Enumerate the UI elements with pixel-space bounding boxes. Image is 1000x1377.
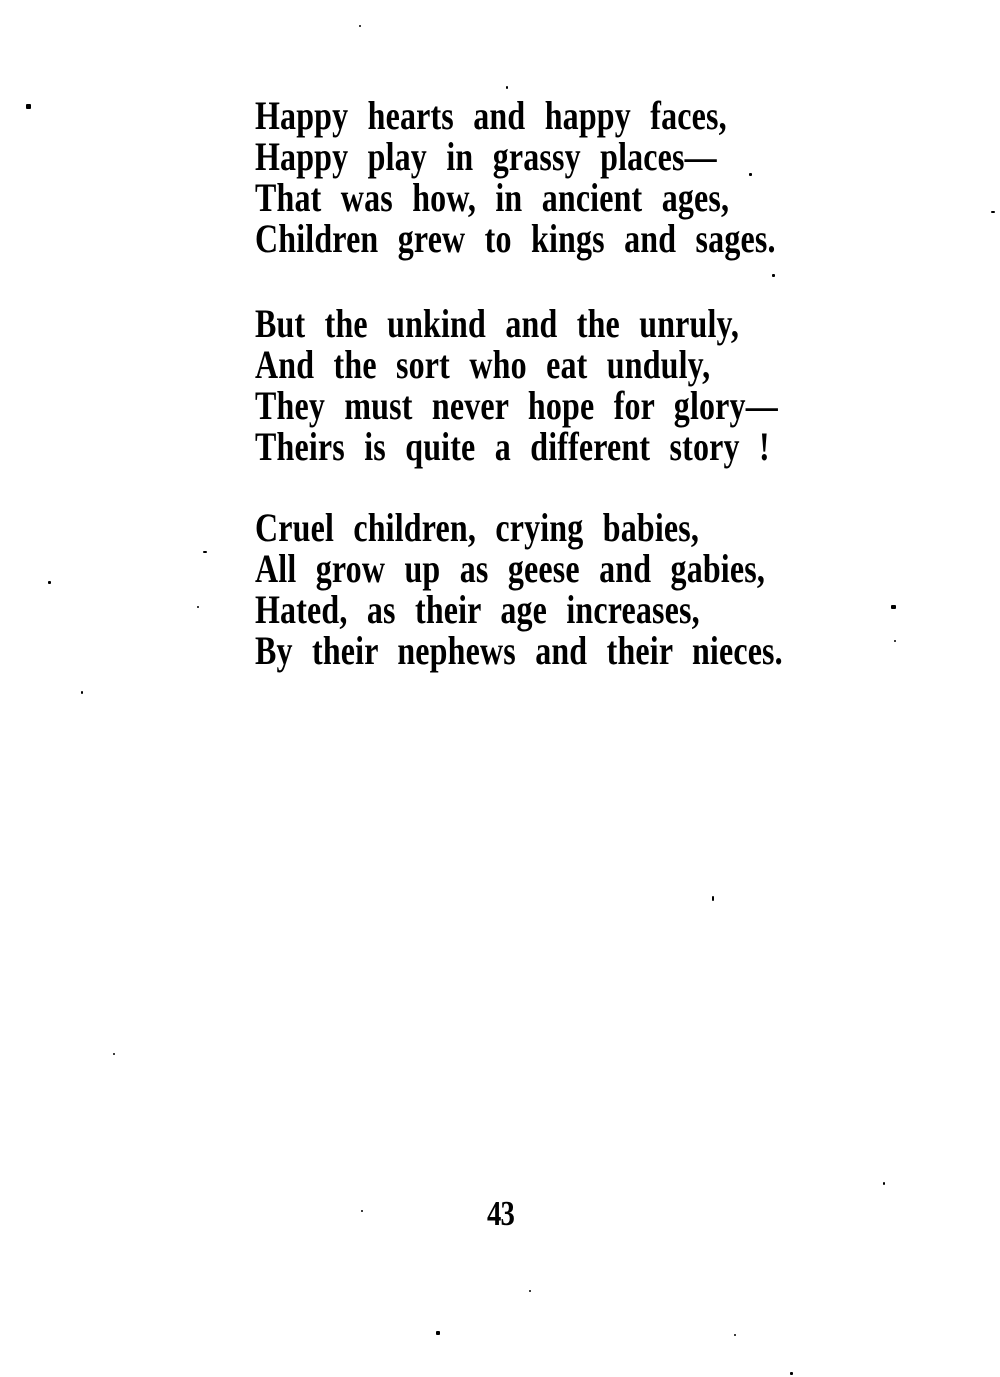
poem-stanza-1 <box>255 95 776 259</box>
page-number: 43 <box>487 1194 515 1233</box>
ink-speck <box>436 1331 440 1335</box>
ink-speck <box>48 581 51 584</box>
ink-speck <box>26 104 31 109</box>
ink-speck <box>712 896 714 901</box>
poem-line: By their nephews and their nieces. <box>255 628 783 673</box>
poem-line: Happy play in grassy places— <box>255 134 717 179</box>
poem-line: Happy hearts and happy faces, <box>255 93 727 138</box>
ink-speck <box>734 1334 736 1336</box>
poem-stanza-2 <box>255 303 778 467</box>
ink-speck <box>772 274 775 277</box>
poem-line: Cruel children, crying babies, <box>255 505 700 550</box>
ink-speck <box>81 691 83 694</box>
poem-line: That was how, in ancient ages, <box>255 175 730 220</box>
ink-speck <box>749 173 752 176</box>
poem-line: Theirs is quite a different story ! <box>255 424 770 469</box>
ink-speck <box>883 1182 885 1185</box>
ink-speck <box>891 605 896 609</box>
poem-line: Hated, as their age increases, <box>255 587 700 632</box>
ink-speck <box>113 1053 115 1055</box>
ink-speck <box>790 1372 793 1375</box>
poem-line: All grow up as geese and gabies, <box>255 546 765 591</box>
ink-speck <box>361 1210 363 1212</box>
ink-speck <box>894 640 896 642</box>
ink-speck <box>203 551 207 553</box>
ink-speck <box>529 1290 531 1292</box>
poem-line: Children grew to kings and sages. <box>255 216 776 261</box>
ink-speck <box>506 86 508 89</box>
ink-speck <box>197 606 199 608</box>
ink-speck <box>991 211 995 213</box>
poem-line: But the unkind and the unruly, <box>255 301 740 346</box>
ink-speck <box>359 25 361 27</box>
poem-stanza-3 <box>255 507 783 671</box>
poem-line: And the sort who eat unduly, <box>255 342 711 387</box>
poem-line: They must never hope for glory— <box>255 383 778 428</box>
